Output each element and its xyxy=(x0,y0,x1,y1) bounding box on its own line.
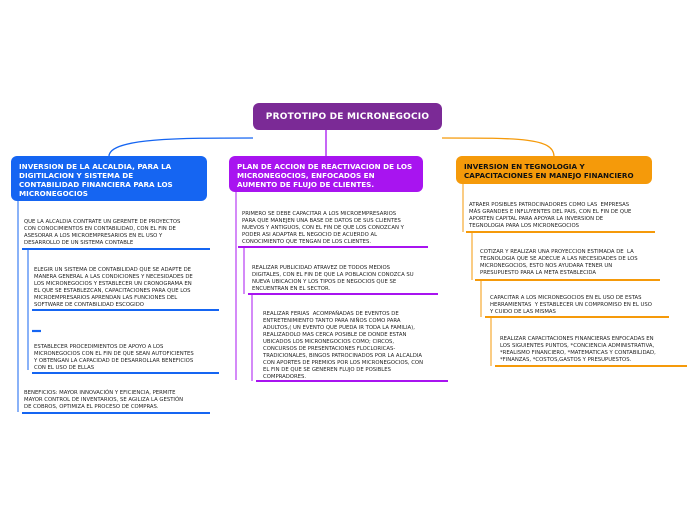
branch-plan-reactivacion[interactable] xyxy=(229,156,423,192)
branch-title: INVERSION EN TEGNOLOGIA Y CAPACITACIONES EN MANEJO FINANCIERO xyxy=(464,162,634,180)
subtopic-capacitar-herramientas[interactable]: CAPACITAR A LOS MICRONEGOCIOS EN EL USO DE ESTAS HERRAMIENTAS Y ESTABLECER UN COMPROMISO EN EL USO Y CUIDO DE LAS MISMAS xyxy=(490,295,652,315)
subtopic-base-datos-clientes[interactable]: PRIMERO SE DEBE CAPACITAR A LOS MICROEMPRESARIOS PARA QUE MANEJEN UNA BASE DE DATOS DE SUS CLIENTES NUEVOS Y ANTIGUOS, CON EL FIN DE QUE LOS CONOZCAN Y PODER ASI ADAPTAR EL NEGOCIO DE ACUERDO AL CONOCIMIENTO QUE TENGAN DE LOS CLIENTES. xyxy=(242,211,404,245)
subtopic-beneficios[interactable]: BENEFICIOS: MAYOR INNOVACIÓN Y EFICIENCIA, PERMITE MAYOR CONTROL DE INVENTARIOS, SE AGILIZA LA GESTIÓN DE COBROS, OPTIMIZA EL PROCESO DE COMPRAS. xyxy=(24,390,184,410)
branch-inversion-tecnologia[interactable] xyxy=(456,156,652,184)
branch-alcaldia-inversion[interactable] xyxy=(11,156,207,201)
subtopic-capacitaciones-financieras[interactable]: REALIZAR CAPACITACIONES FINANCIERAS ENFOCADAS EN LOS SIGUIENTES PUNTOS, *CONCIENCIA ADMINISTRATIVA, *REALISMO FINANCIERO, *MATEMATICAS Y CONTABILIDAD, *FINANZAS, *COSTOS,GASTOS Y PRESUPUESTOS. xyxy=(500,336,656,363)
subtopic-gerente-proyectos[interactable]: QUE LA ALCALDIA CONTRATE UN GERENTE DE PROYECTOS CON CONOCIMIENTOS EN CONTABILIDAD, CON EL FIN DE ASESORAR A LOS MICROEMPRESARIOS EN EL USO Y DESARROLLO DE UN SISTEMA CONTABLE xyxy=(24,219,181,246)
subtopic-publicidad-digital[interactable]: REALIZAR PUBLICIDAD ATRAVEZ DE TODOS MEDIOS DIGITALES, CON EL FIN DE QUE LA POBLACION CONOZCA SU NUEVA UBICACION Y LOS TIPOS DE NEGOCIOS QUE SE ENCUENTRAN EN EL SECTOR. xyxy=(252,265,414,292)
branch-title: INVERSION DE LA ALCALDIA, PARA LA DIGITILACION Y SISTEMA DE CONTABILIDAD FINANCIERA PARA LOS MICRONEGOCIOS xyxy=(19,162,173,198)
link-root-blue xyxy=(109,138,253,156)
subtopic-cotizar-tecnologia[interactable]: COTIZAR Y REALIZAR UNA PROYECCION ESTIMADA DE LA TEGNOLOGIA QUE SE ADECUE A LAS NECESIDADES DE LOS MICRONEGOCIOS, ESTO NOS AYUDARA TENER UN PRESUPUESTO PARA LA META ESTABLECIDA xyxy=(480,249,638,276)
root-topic[interactable] xyxy=(253,103,442,130)
link-root-orange xyxy=(442,138,554,156)
subtopic-patrocinadores[interactable]: ATRAER POSIBLES PATROCINADORES COMO LAS EMPRESAS MÁS GRANDES E INFLUYENTES DEL PAIS, CON EL FIN DE QUE APORTEN CAPITAL PARA APOYAR LA INVERSION DE TEGNOLOGIA PARA LOS MICRONEGOCIOS xyxy=(469,202,632,229)
subtopic-ferias-eventos[interactable]: REALIZAR FERIAS ACOMPAÑADAS DE EVENTOS DE ENTRETENIMIENTO TANTO PARA NIÑOS COMO PARA ADULTOS,( UN EVENTO QUE PUEDA IR TODA LA FAMILIA), REALIZADOLO MAS CERCA POSIBLE DE DONDE ESTAN UBICADOS LOS MICRONEGOCIOS COMO; CIRCOS, CONCURSOS DE PRESENTACIONES FLOCLORICAS- TRADICIONALES, BINGOS PATROCINADOS POR LA ALCALDIA CON APORTES DE PREMIOS POR LOS MICRONEGOCIOS, CON EL FIN DE QUE SE GENEREN FLUJO DE POSIBLES COMPRADORES. xyxy=(263,311,424,380)
branch-title: PLAN DE ACCION DE REACTIVACION DE LOS MICRONEGOCIOS, ENFOCADOS EN AUMENTO DE FLUJO DE CLIENTES. xyxy=(237,162,413,189)
subtopic-procedimientos-apoyo[interactable]: ESTABLECER PROCEDIMIENTOS DE APOYO A LOS MICRONEGOCIOS CON EL FIN DE QUE SEAN AUTOFICIENTES Y OBTENGAN LA CAPACIDAD DE DESARROLLAR BENEFICIOS CON EL USO DE ELLAS xyxy=(34,344,194,371)
root-title: PROTOTIPO DE MICRONEGOCIO xyxy=(265,111,430,122)
subtopic-sistema-contabilidad[interactable]: ELEGIR UN SISTEMA DE CONTABILIDAD QUE SE ADAPTE DE MANERA GENERAL A LAS CONDICIONES Y NECESIDADES DE LOS MICRONEGOCIOS Y ESTABLECER UN CRONOGRAMA EN EL QUE SE ESTABLEZCAN, CAPACITACIONES PARA QUE LOS MICROEMPRESARIOS APRENDAN LAS FUNCIONES DEL SOFTWARE DE CONTABILIDAD ESCOGIDO xyxy=(34,267,193,308)
